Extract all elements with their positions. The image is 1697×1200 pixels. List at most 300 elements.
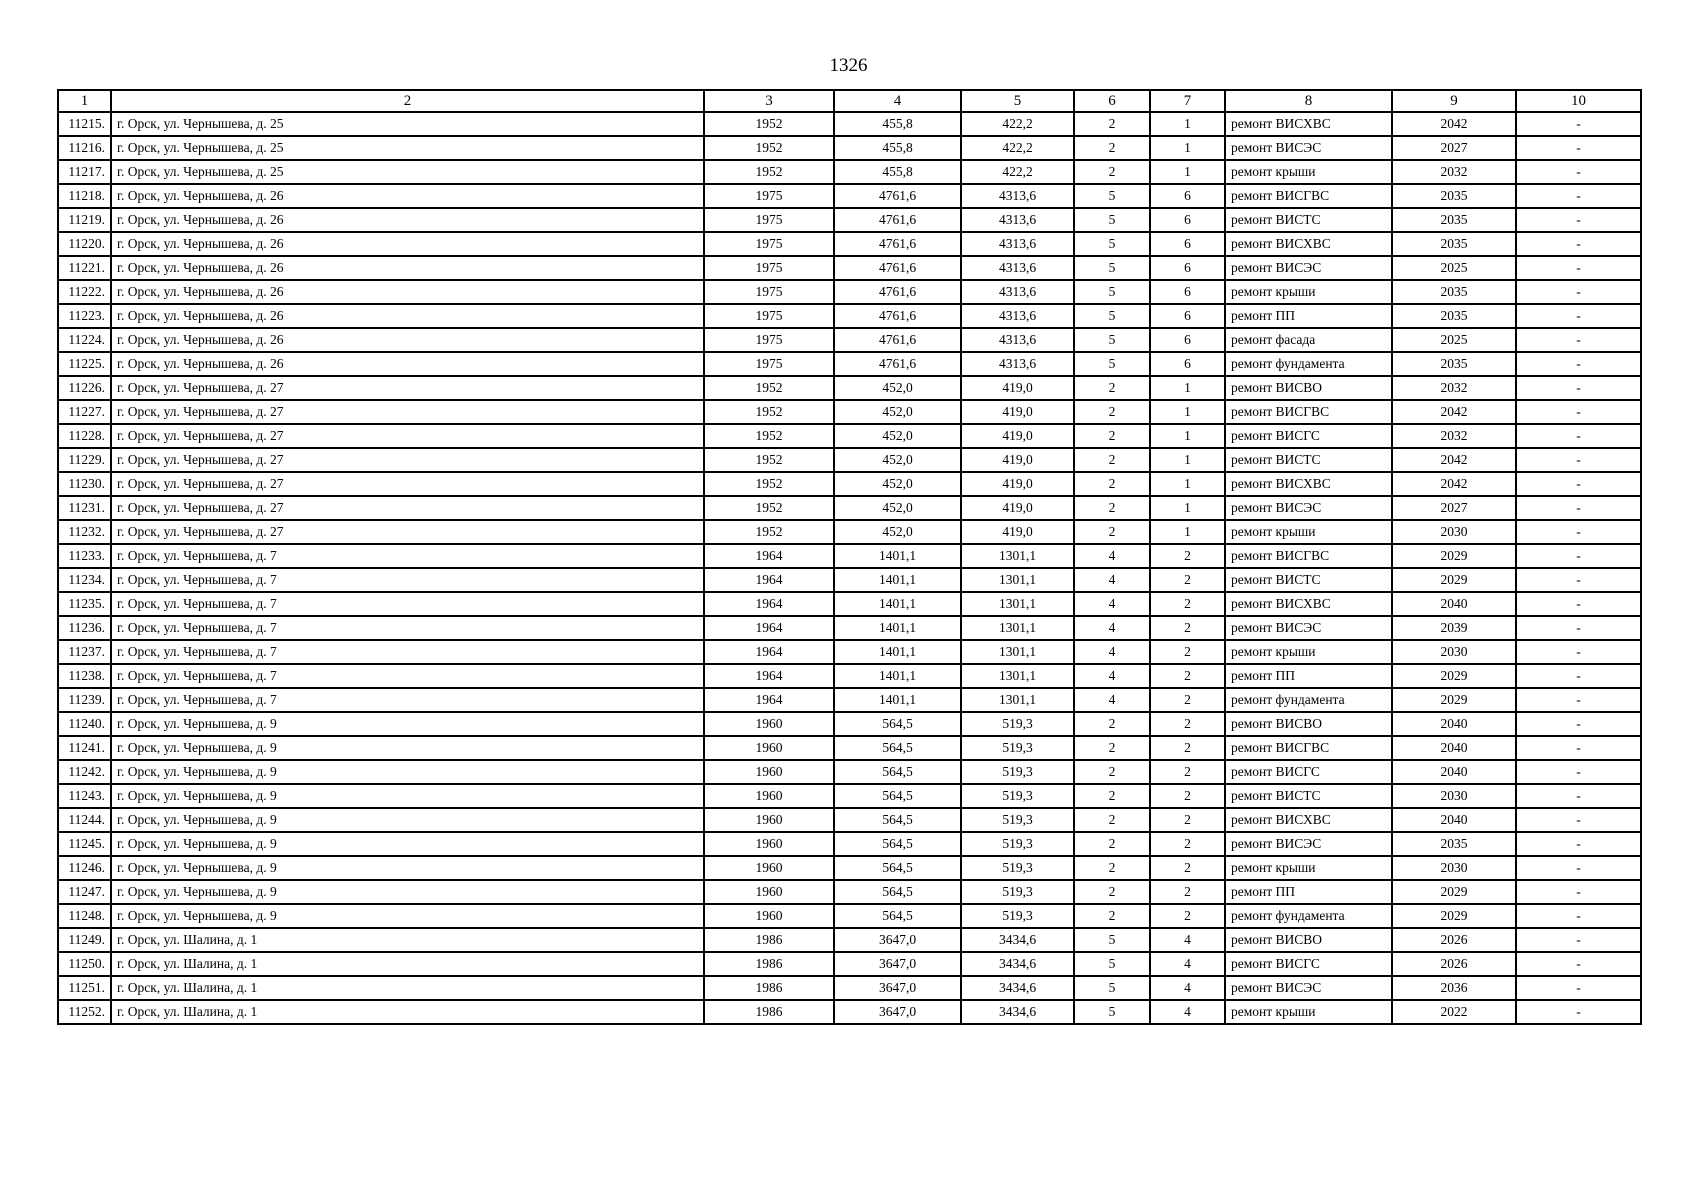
cell-entrances: 2 (1150, 712, 1225, 736)
table-row (58, 376, 1641, 400)
cell-year-built: 1952 (704, 472, 834, 496)
cell-entrances: 2 (1150, 760, 1225, 784)
cell-living-area: 4313,6 (961, 328, 1074, 352)
cell-row-number: 11251. (58, 976, 111, 1000)
cell-living-area: 519,3 (961, 784, 1074, 808)
cell-row-number: 11223. (58, 304, 111, 328)
cell-note: - (1516, 976, 1641, 1000)
cell-row-number: 11232. (58, 520, 111, 544)
cell-address: г. Орск, ул. Чернышева, д. 9 (111, 880, 704, 904)
cell-note: - (1516, 352, 1641, 376)
cell-address: г. Орск, ул. Чернышева, д. 27 (111, 424, 704, 448)
cell-year-built: 1952 (704, 136, 834, 160)
cell-floors: 2 (1074, 904, 1150, 928)
cell-note: - (1516, 760, 1641, 784)
column-header-8: 8 (1225, 90, 1392, 112)
table-row (58, 640, 1641, 664)
cell-row-number: 11217. (58, 160, 111, 184)
cell-note: - (1516, 256, 1641, 280)
cell-floors: 5 (1074, 232, 1150, 256)
cell-living-area: 1301,1 (961, 640, 1074, 664)
cell-note: - (1516, 424, 1641, 448)
cell-note: - (1516, 592, 1641, 616)
cell-note: - (1516, 280, 1641, 304)
cell-address: г. Орск, ул. Шалина, д. 1 (111, 1000, 704, 1024)
cell-floors: 2 (1074, 376, 1150, 400)
cell-entrances: 6 (1150, 184, 1225, 208)
cell-floors: 5 (1074, 280, 1150, 304)
cell-planned-year: 2030 (1392, 520, 1516, 544)
table-row (58, 712, 1641, 736)
cell-year-built: 1964 (704, 592, 834, 616)
cell-living-area: 3434,6 (961, 928, 1074, 952)
cell-planned-year: 2029 (1392, 688, 1516, 712)
cell-entrances: 2 (1150, 592, 1225, 616)
cell-living-area: 1301,1 (961, 616, 1074, 640)
cell-row-number: 11226. (58, 376, 111, 400)
cell-row-number: 11241. (58, 736, 111, 760)
cell-floors: 4 (1074, 568, 1150, 592)
cell-address: г. Орск, ул. Чернышева, д. 25 (111, 112, 704, 136)
cell-total-area: 1401,1 (834, 544, 961, 568)
cell-year-built: 1960 (704, 880, 834, 904)
cell-note: - (1516, 520, 1641, 544)
cell-work-type: ремонт ВИСГВС (1225, 544, 1392, 568)
table-row (58, 784, 1641, 808)
cell-planned-year: 2040 (1392, 736, 1516, 760)
cell-row-number: 11231. (58, 496, 111, 520)
cell-work-type: ремонт ВИСГВС (1225, 736, 1392, 760)
cell-note: - (1516, 472, 1641, 496)
table-row (58, 520, 1641, 544)
cell-row-number: 11219. (58, 208, 111, 232)
cell-floors: 5 (1074, 208, 1150, 232)
cell-entrances: 4 (1150, 976, 1225, 1000)
cell-planned-year: 2030 (1392, 784, 1516, 808)
cell-address: г. Орск, ул. Чернышева, д. 27 (111, 400, 704, 424)
cell-living-area: 4313,6 (961, 280, 1074, 304)
cell-row-number: 11228. (58, 424, 111, 448)
cell-note: - (1516, 616, 1641, 640)
cell-total-area: 452,0 (834, 424, 961, 448)
cell-entrances: 1 (1150, 136, 1225, 160)
cell-floors: 2 (1074, 160, 1150, 184)
cell-floors: 5 (1074, 352, 1150, 376)
cell-work-type: ремонт ВИСТС (1225, 568, 1392, 592)
cell-note: - (1516, 448, 1641, 472)
cell-row-number: 11238. (58, 664, 111, 688)
cell-row-number: 11227. (58, 400, 111, 424)
cell-note: - (1516, 832, 1641, 856)
cell-entrances: 2 (1150, 832, 1225, 856)
cell-floors: 2 (1074, 880, 1150, 904)
table-row (58, 256, 1641, 280)
cell-work-type: ремонт фундамента (1225, 688, 1392, 712)
cell-address: г. Орск, ул. Шалина, д. 1 (111, 952, 704, 976)
cell-living-area: 519,3 (961, 832, 1074, 856)
cell-year-built: 1952 (704, 112, 834, 136)
cell-living-area: 4313,6 (961, 256, 1074, 280)
cell-living-area: 419,0 (961, 400, 1074, 424)
cell-year-built: 1964 (704, 688, 834, 712)
cell-entrances: 2 (1150, 808, 1225, 832)
cell-note: - (1516, 688, 1641, 712)
cell-planned-year: 2030 (1392, 640, 1516, 664)
cell-address: г. Орск, ул. Чернышева, д. 7 (111, 544, 704, 568)
cell-address: г. Орск, ул. Чернышева, д. 7 (111, 640, 704, 664)
cell-entrances: 1 (1150, 400, 1225, 424)
cell-year-built: 1975 (704, 208, 834, 232)
table-row (58, 184, 1641, 208)
cell-note: - (1516, 808, 1641, 832)
table-row (58, 112, 1641, 136)
cell-planned-year: 2035 (1392, 832, 1516, 856)
cell-total-area: 564,5 (834, 712, 961, 736)
cell-floors: 5 (1074, 304, 1150, 328)
cell-entrances: 1 (1150, 472, 1225, 496)
cell-note: - (1516, 880, 1641, 904)
cell-total-area: 1401,1 (834, 616, 961, 640)
cell-total-area: 455,8 (834, 112, 961, 136)
cell-note: - (1516, 1000, 1641, 1024)
cell-planned-year: 2026 (1392, 952, 1516, 976)
cell-living-area: 4313,6 (961, 208, 1074, 232)
cell-work-type: ремонт ВИСХВС (1225, 232, 1392, 256)
cell-row-number: 11239. (58, 688, 111, 712)
cell-total-area: 4761,6 (834, 232, 961, 256)
cell-note: - (1516, 640, 1641, 664)
cell-row-number: 11235. (58, 592, 111, 616)
cell-total-area: 564,5 (834, 856, 961, 880)
cell-total-area: 1401,1 (834, 640, 961, 664)
cell-entrances: 2 (1150, 640, 1225, 664)
table-row (58, 904, 1641, 928)
cell-row-number: 11237. (58, 640, 111, 664)
cell-year-built: 1960 (704, 832, 834, 856)
table-row (58, 496, 1641, 520)
cell-floors: 2 (1074, 736, 1150, 760)
cell-work-type: ремонт ВИСВО (1225, 376, 1392, 400)
cell-living-area: 519,3 (961, 880, 1074, 904)
table-row (58, 808, 1641, 832)
cell-planned-year: 2029 (1392, 904, 1516, 928)
cell-work-type: ремонт ВИСЭС (1225, 976, 1392, 1000)
cell-row-number: 11218. (58, 184, 111, 208)
column-header-2: 2 (111, 90, 704, 112)
cell-entrances: 2 (1150, 688, 1225, 712)
cell-planned-year: 2032 (1392, 160, 1516, 184)
cell-living-area: 4313,6 (961, 352, 1074, 376)
cell-work-type: ремонт ВИСГС (1225, 760, 1392, 784)
cell-entrances: 2 (1150, 880, 1225, 904)
cell-address: г. Орск, ул. Чернышева, д. 26 (111, 280, 704, 304)
cell-planned-year: 2042 (1392, 112, 1516, 136)
cell-work-type: ремонт ВИСЭС (1225, 136, 1392, 160)
cell-work-type: ремонт крыши (1225, 520, 1392, 544)
cell-planned-year: 2035 (1392, 352, 1516, 376)
cell-address: г. Орск, ул. Чернышева, д. 7 (111, 592, 704, 616)
cell-year-built: 1975 (704, 328, 834, 352)
cell-total-area: 452,0 (834, 448, 961, 472)
cell-address: г. Орск, ул. Чернышева, д. 27 (111, 496, 704, 520)
cell-floors: 4 (1074, 592, 1150, 616)
cell-planned-year: 2029 (1392, 544, 1516, 568)
cell-row-number: 11230. (58, 472, 111, 496)
cell-floors: 5 (1074, 184, 1150, 208)
cell-note: - (1516, 304, 1641, 328)
cell-row-number: 11215. (58, 112, 111, 136)
cell-address: г. Орск, ул. Чернышева, д. 26 (111, 184, 704, 208)
cell-total-area: 564,5 (834, 760, 961, 784)
cell-work-type: ремонт ВИСВО (1225, 712, 1392, 736)
cell-address: г. Орск, ул. Чернышева, д. 26 (111, 256, 704, 280)
cell-living-area: 422,2 (961, 136, 1074, 160)
cell-address: г. Орск, ул. Шалина, д. 1 (111, 928, 704, 952)
cell-living-area: 519,3 (961, 760, 1074, 784)
cell-note: - (1516, 784, 1641, 808)
cell-living-area: 419,0 (961, 448, 1074, 472)
cell-work-type: ремонт фасада (1225, 328, 1392, 352)
cell-total-area: 452,0 (834, 472, 961, 496)
cell-floors: 2 (1074, 808, 1150, 832)
cell-year-built: 1952 (704, 424, 834, 448)
cell-planned-year: 2035 (1392, 184, 1516, 208)
cell-total-area: 564,5 (834, 880, 961, 904)
cell-floors: 2 (1074, 400, 1150, 424)
column-header-9: 9 (1392, 90, 1516, 112)
cell-note: - (1516, 112, 1641, 136)
table-row (58, 688, 1641, 712)
cell-work-type: ремонт ВИСГС (1225, 952, 1392, 976)
cell-year-built: 1975 (704, 352, 834, 376)
cell-planned-year: 2040 (1392, 808, 1516, 832)
cell-row-number: 11252. (58, 1000, 111, 1024)
cell-work-type: ремонт ПП (1225, 880, 1392, 904)
cell-row-number: 11220. (58, 232, 111, 256)
table-row (58, 592, 1641, 616)
cell-living-area: 419,0 (961, 424, 1074, 448)
cell-work-type: ремонт ВИСЭС (1225, 832, 1392, 856)
cell-living-area: 419,0 (961, 472, 1074, 496)
cell-entrances: 6 (1150, 256, 1225, 280)
cell-work-type: ремонт ВИСТС (1225, 208, 1392, 232)
cell-total-area: 1401,1 (834, 568, 961, 592)
cell-entrances: 4 (1150, 952, 1225, 976)
cell-row-number: 11233. (58, 544, 111, 568)
cell-work-type: ремонт ВИСЭС (1225, 616, 1392, 640)
cell-year-built: 1960 (704, 808, 834, 832)
cell-planned-year: 2029 (1392, 568, 1516, 592)
cell-total-area: 564,5 (834, 904, 961, 928)
cell-total-area: 452,0 (834, 400, 961, 424)
cell-row-number: 11247. (58, 880, 111, 904)
cell-row-number: 11250. (58, 952, 111, 976)
cell-planned-year: 2029 (1392, 664, 1516, 688)
cell-floors: 5 (1074, 976, 1150, 1000)
cell-row-number: 11246. (58, 856, 111, 880)
cell-address: г. Орск, ул. Чернышева, д. 9 (111, 808, 704, 832)
table-row (58, 832, 1641, 856)
cell-total-area: 4761,6 (834, 328, 961, 352)
cell-total-area: 1401,1 (834, 688, 961, 712)
cell-planned-year: 2040 (1392, 760, 1516, 784)
cell-address: г. Орск, ул. Чернышева, д. 27 (111, 472, 704, 496)
cell-year-built: 1952 (704, 496, 834, 520)
cell-year-built: 1975 (704, 232, 834, 256)
table-row (58, 736, 1641, 760)
cell-year-built: 1960 (704, 760, 834, 784)
cell-planned-year: 2040 (1392, 712, 1516, 736)
cell-address: г. Орск, ул. Чернышева, д. 9 (111, 856, 704, 880)
table-row (58, 880, 1641, 904)
cell-entrances: 1 (1150, 160, 1225, 184)
cell-note: - (1516, 136, 1641, 160)
cell-note: - (1516, 496, 1641, 520)
cell-living-area: 4313,6 (961, 232, 1074, 256)
cell-year-built: 1964 (704, 544, 834, 568)
cell-entrances: 6 (1150, 232, 1225, 256)
cell-note: - (1516, 160, 1641, 184)
cell-address: г. Орск, ул. Чернышева, д. 26 (111, 232, 704, 256)
cell-work-type: ремонт крыши (1225, 280, 1392, 304)
cell-total-area: 455,8 (834, 160, 961, 184)
cell-work-type: ремонт ВИСТС (1225, 448, 1392, 472)
cell-note: - (1516, 712, 1641, 736)
cell-planned-year: 2039 (1392, 616, 1516, 640)
cell-row-number: 11224. (58, 328, 111, 352)
cell-floors: 2 (1074, 760, 1150, 784)
cell-living-area: 3434,6 (961, 976, 1074, 1000)
cell-living-area: 1301,1 (961, 568, 1074, 592)
table-row (58, 400, 1641, 424)
cell-work-type: ремонт ВИСЭС (1225, 496, 1392, 520)
table-row (58, 976, 1641, 1000)
cell-work-type: ремонт ВИСГВС (1225, 184, 1392, 208)
cell-total-area: 564,5 (834, 832, 961, 856)
cell-planned-year: 2042 (1392, 448, 1516, 472)
header-row (58, 90, 1641, 112)
cell-total-area: 3647,0 (834, 976, 961, 1000)
table-row (58, 952, 1641, 976)
cell-floors: 2 (1074, 712, 1150, 736)
cell-floors: 2 (1074, 472, 1150, 496)
cell-year-built: 1960 (704, 856, 834, 880)
cell-total-area: 564,5 (834, 736, 961, 760)
cell-note: - (1516, 400, 1641, 424)
cell-floors: 2 (1074, 424, 1150, 448)
page-number: 1326 (829, 55, 868, 76)
cell-address: г. Орск, ул. Чернышева, д. 9 (111, 760, 704, 784)
cell-year-built: 1986 (704, 1000, 834, 1024)
repair-schedule-table (57, 89, 1642, 1025)
column-header-4: 4 (834, 90, 961, 112)
cell-living-area: 519,3 (961, 856, 1074, 880)
cell-living-area: 519,3 (961, 736, 1074, 760)
cell-year-built: 1960 (704, 904, 834, 928)
cell-floors: 2 (1074, 112, 1150, 136)
cell-total-area: 4761,6 (834, 352, 961, 376)
cell-address: г. Орск, ул. Чернышева, д. 9 (111, 832, 704, 856)
cell-row-number: 11225. (58, 352, 111, 376)
cell-row-number: 11221. (58, 256, 111, 280)
cell-planned-year: 2027 (1392, 496, 1516, 520)
cell-row-number: 11245. (58, 832, 111, 856)
cell-planned-year: 2035 (1392, 304, 1516, 328)
cell-planned-year: 2042 (1392, 400, 1516, 424)
cell-living-area: 419,0 (961, 376, 1074, 400)
cell-row-number: 11216. (58, 136, 111, 160)
cell-planned-year: 2035 (1392, 208, 1516, 232)
cell-living-area: 3434,6 (961, 1000, 1074, 1024)
cell-year-built: 1952 (704, 520, 834, 544)
cell-year-built: 1952 (704, 448, 834, 472)
table-row (58, 136, 1641, 160)
cell-address: г. Орск, ул. Чернышева, д. 27 (111, 376, 704, 400)
cell-floors: 2 (1074, 520, 1150, 544)
table-row (58, 664, 1641, 688)
cell-total-area: 564,5 (834, 784, 961, 808)
cell-address: г. Орск, ул. Чернышева, д. 26 (111, 208, 704, 232)
cell-floors: 4 (1074, 616, 1150, 640)
table-row (58, 448, 1641, 472)
cell-planned-year: 2029 (1392, 880, 1516, 904)
cell-work-type: ремонт ВИСГВС (1225, 400, 1392, 424)
cell-address: г. Орск, ул. Чернышева, д. 7 (111, 568, 704, 592)
cell-entrances: 2 (1150, 904, 1225, 928)
cell-floors: 5 (1074, 256, 1150, 280)
cell-entrances: 6 (1150, 208, 1225, 232)
cell-floors: 4 (1074, 688, 1150, 712)
cell-entrances: 6 (1150, 328, 1225, 352)
cell-entrances: 6 (1150, 280, 1225, 304)
cell-entrances: 1 (1150, 448, 1225, 472)
cell-total-area: 4761,6 (834, 280, 961, 304)
cell-entrances: 6 (1150, 352, 1225, 376)
cell-floors: 2 (1074, 832, 1150, 856)
cell-row-number: 11244. (58, 808, 111, 832)
cell-total-area: 455,8 (834, 136, 961, 160)
cell-address: г. Орск, ул. Чернышева, д. 25 (111, 136, 704, 160)
cell-year-built: 1964 (704, 616, 834, 640)
cell-address: г. Орск, ул. Чернышева, д. 7 (111, 688, 704, 712)
cell-floors: 5 (1074, 952, 1150, 976)
cell-total-area: 564,5 (834, 808, 961, 832)
cell-living-area: 519,3 (961, 904, 1074, 928)
cell-year-built: 1986 (704, 976, 834, 1000)
cell-year-built: 1975 (704, 256, 834, 280)
cell-living-area: 1301,1 (961, 544, 1074, 568)
cell-row-number: 11242. (58, 760, 111, 784)
cell-row-number: 11240. (58, 712, 111, 736)
cell-work-type: ремонт ВИСХВС (1225, 592, 1392, 616)
cell-address: г. Орск, ул. Чернышева, д. 9 (111, 784, 704, 808)
cell-note: - (1516, 928, 1641, 952)
column-header-7: 7 (1150, 90, 1225, 112)
cell-year-built: 1960 (704, 712, 834, 736)
cell-work-type: ремонт ВИСВО (1225, 928, 1392, 952)
cell-year-built: 1986 (704, 952, 834, 976)
cell-address: г. Орск, ул. Чернышева, д. 25 (111, 160, 704, 184)
cell-floors: 5 (1074, 328, 1150, 352)
cell-address: г. Орск, ул. Чернышева, д. 9 (111, 736, 704, 760)
table-row (58, 928, 1641, 952)
cell-work-type: ремонт крыши (1225, 1000, 1392, 1024)
cell-note: - (1516, 952, 1641, 976)
cell-living-area: 3434,6 (961, 952, 1074, 976)
cell-address: г. Орск, ул. Чернышева, д. 26 (111, 304, 704, 328)
cell-total-area: 4761,6 (834, 184, 961, 208)
cell-total-area: 452,0 (834, 376, 961, 400)
